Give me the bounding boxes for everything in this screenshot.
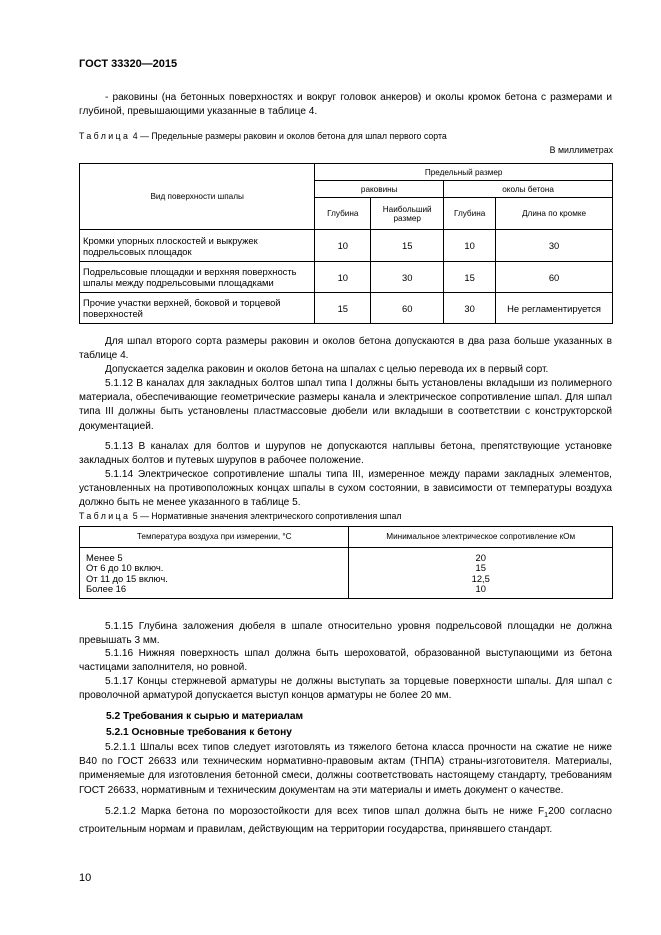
section-5-2-1-heading: 5.2.1 Основные требования к бетону: [106, 727, 292, 738]
table5-value: 10: [349, 584, 613, 595]
table4-col-surface: Вид поверхности шпалы: [80, 164, 315, 230]
table-cell: 15: [315, 293, 371, 324]
paragraph-second-grade: Для шпал второго сорта размеры раковин и околов бетона допускаются в два раза больше указанных в таблице 4.: [79, 336, 612, 362]
table5-value: 20: [349, 553, 613, 564]
table4-subheader: Длина по кромке: [496, 198, 613, 230]
table5-temp: От 6 до 10 включ.: [80, 563, 349, 574]
table5-caption-text: 5 — Нормативные значения электрического сопротивления шпал: [132, 511, 402, 521]
table-cell: 10: [444, 230, 496, 262]
table-cell: 30: [496, 230, 613, 262]
table5-temp: Более 16: [80, 584, 349, 595]
table-row: [80, 584, 613, 595]
table-cell: 30: [371, 262, 444, 293]
table4-subheader: Глубина: [444, 198, 496, 230]
table4-row-label: Кромки упорных плоскостей и выкружек подрельсовых площадок: [80, 230, 315, 262]
paragraph-5-1-16: 5.1.16 Нижняя поверхность шпал должна быть шероховатой, образованной выступающими из бетона частицами заполнителя, но ровной.: [79, 648, 612, 674]
frost-index-subscript: 1: [544, 812, 549, 820]
table-cell: 10: [315, 262, 371, 293]
table-row: [80, 574, 613, 585]
table4-col-limit: Предельный размер: [315, 164, 613, 181]
table-4: [79, 163, 613, 324]
table5-temp: От 11 до 15 включ.: [80, 574, 349, 585]
table-cell: 30: [444, 293, 496, 324]
paragraph-5-1-15: 5.1.15 Глубина заложения дюбеля в шпале относительно уровня подрельсовой площадки не должна превышать 3 мм.: [79, 621, 612, 647]
table4-subheader: Наибольший размер: [371, 198, 444, 230]
paragraph-5-1-14: 5.1.14 Электрическое сопротивление шпалы типа III, измеренное между парами закладных элементов, установленных на противоположных концах шпалы в сухом состоянии, в зависимости от температуры воздуха должно быть не менее указанного в таблице 5.: [79, 469, 612, 509]
table-cell: 60: [371, 293, 444, 324]
table5-col-resistance: Минимальное электрическое сопротивление кОм: [349, 527, 613, 548]
table-row: [80, 262, 613, 293]
table-row: [80, 563, 613, 574]
table5-caption-prefix: Таблица: [79, 511, 131, 521]
table4-subheader: Глубина: [315, 198, 371, 230]
table-cell: 60: [496, 262, 613, 293]
table4-units: В миллиметрах: [549, 145, 613, 155]
paragraph-5-2-1-2-end: 200 согласно строительным нормам и правилам, действующим на территории государства, принявшего стандарт.: [79, 806, 612, 836]
table4-col-cavities: раковины: [315, 181, 444, 198]
paragraph-sealing: Допускается заделка раковин и околов бетона на шпалах с целью перевода их в первый сорт.: [105, 364, 549, 375]
paragraph-5-1-12: 5.1.12 В каналах для закладных болтов шпал типа I должны быть установлены вкладыши из полимерного материала, обеспечивающие геометрические размеры канала и электрическое сопротивление шпал. Для шпал типа III должны быть установлены пластмассовые дюбели или вкладыши в соответствии с конструкторской документацией.: [79, 378, 612, 432]
table-row: [80, 293, 613, 324]
table5-value: 12,5: [349, 574, 613, 585]
table-cell: 15: [371, 230, 444, 262]
paragraph-5-2-1-2: [79, 805, 612, 837]
table4-caption: [79, 131, 447, 141]
table-5: [79, 526, 613, 599]
intro-paragraph: - раковины (на бетонных поверхностях и вокруг головок анкеров) и околы кромок бетона с размерами и глубиной, превышающими указанные в таблице 4.: [79, 92, 612, 118]
table-cell: 10: [315, 230, 371, 262]
table-cell: Не регламентируется: [496, 293, 613, 324]
table4-row-label: Подрельсовые площадки и верхняя поверхность шпалы между подрельсовыми площадками: [80, 262, 315, 293]
page-number: 10: [79, 872, 92, 884]
paragraph-5-2-1-2-start: 5.2.1.2 Марка бетона по морозостойкости для всех типов шпал должна быть не ниже F: [105, 806, 545, 817]
document-header: ГОСТ 33320—2015: [79, 58, 178, 70]
paragraph-5-2-1-1: 5.2.1.1 Шпалы всех типов следует изготовлять из тяжелого бетона класса прочности на сжатие не ниже В40 по ГОСТ 26633 или техническим нормативно-правовым актам (ТНПА) страны-изготовителя. Материалы, применяемые для изготовления бетонной смеси, должны соответствовать настоящему стандарту, требованиям ГОСТ 26633, нормативным и техническим документам на эти материалы и иметь документ о качестве.: [79, 742, 612, 796]
table5-temp: Менее 5: [80, 553, 349, 564]
table4-caption-text: 4 — Предельные размеры раковин и околов бетона для шпал первого сорта: [132, 131, 447, 141]
paragraph-5-1-13: 5.1.13 В каналах для болтов и шурупов не допускаются наплывы бетона, препятствующие установке закладных болтов и путевых шурупов в рабочее положение.: [79, 441, 612, 467]
table-row: [80, 230, 613, 262]
table4-row-label: Прочие участки верхней, боковой и торцевой поверхностей: [80, 293, 315, 324]
table5-col-temperature: Температура воздуха при измерении, °С: [80, 527, 349, 548]
table4-caption-prefix: Таблица: [79, 131, 131, 141]
section-5-2-heading: 5.2 Требования к сырью и материалам: [106, 711, 304, 722]
paragraph-5-1-17: 5.1.17 Концы стержневой арматуры не должны выступать за торцевые поверхности шпалы. Для шпал с проволочной арматурой допускается выступ концов арматуры не более 20 мм.: [79, 676, 612, 702]
table4-col-chips: околы бетона: [444, 181, 613, 198]
table-cell: 15: [444, 262, 496, 293]
table5-caption: [79, 511, 402, 521]
table5-value: 15: [349, 563, 613, 574]
